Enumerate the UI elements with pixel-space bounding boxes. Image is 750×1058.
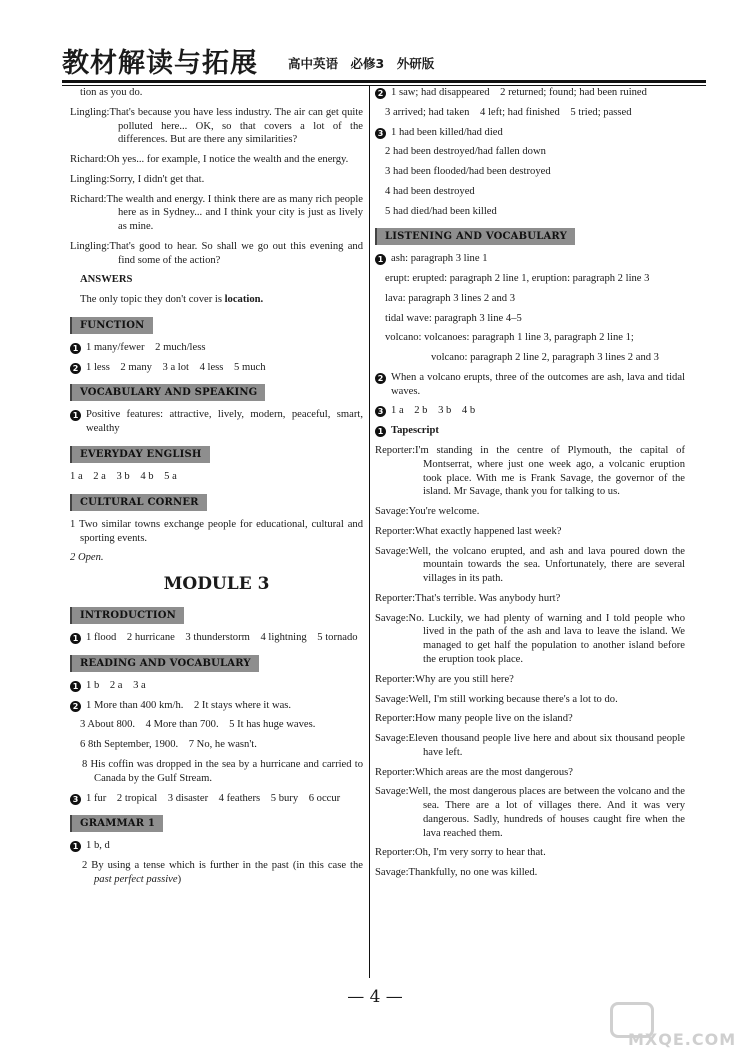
speaker: Reporter: [375,847,416,859]
answer-line: 1 1 flood 2 hurricane 3 thunderstorm 4 lightning 5 tornado [70,631,363,645]
number-badge: 2 [375,88,386,99]
answer-line: 1 1 many/fewer 2 much/less [70,341,363,355]
answer-line: 2 1 More than 400 km/h. 2 It stays where it was. [70,699,363,713]
answer-line: 6 8th September, 1900. 7 No, he wasn't. [80,739,257,751]
answer-line: erupt: erupted: paragraph 2 line 1, eruption: paragraph 2 line 3 [385,273,650,285]
section-heading-cultural: CULTURAL CORNER [70,494,207,511]
section-heading-introduction: INTRODUCTION [70,607,184,624]
number-badge: 1 [375,426,386,437]
right-column [375,86,685,886]
answer-line: 3 About 800. 4 More than 700. 5 It has huge waves. [80,719,316,731]
number-badge: 3 [375,128,386,139]
tapescript-line: Savage:Well, the volcano erupted, and ash and lava poured down the mountain towards the sea. Unfortunately, there are several villages in its path. [375,545,685,585]
answer-line: volcano: paragraph 2 line 2, paragraph 3 lines 2 and 3 [431,352,659,364]
dialogue-line: Lingling:That's good to hear. So shall we go out this evening and find some of the action? [70,240,363,266]
answer-line: 1 1 b 2 a 3 a [70,679,363,693]
answer-line: 1 ash: paragraph 3 line 1 [375,252,685,266]
book-title: 教材解读与拓展 [62,48,258,79]
watermark-text: MXQE.COM [628,1030,737,1049]
number-badge: 1 [70,841,81,852]
answer-line: 3 arrived; had taken 4 left; had finished 5 tried; passed [385,106,632,118]
book-subtitle: 高中英语 必修3 外研版 [288,56,435,71]
number-badge: 2 [70,701,81,712]
speaker: Savage: [375,733,409,745]
header-rule [62,80,706,83]
speaker: Savage: [375,545,409,557]
section-heading-reading: READING AND VOCABULARY [70,655,259,672]
tapescript-line: Savage:Well, the most dangerous places are between the volcano and the sea. There are a lot of villages there. And it was very dangerous. Sadly, hundreds of houses caught fire when the lava reached them. [375,786,685,839]
answer-line: 2 1 less 2 many 3 a lot 4 less 5 much [70,361,363,375]
tapescript-line: Reporter:That's terrible. Was anybody hurt? [375,592,561,604]
speaker: Lingling: [70,240,110,252]
tapescript-line: Savage:You're welcome. [375,506,480,518]
page-number: — 4 — [347,987,403,1007]
tapescript-line: Reporter:Which areas are the most dangerous? [375,766,573,778]
tapescript-line: Savage:Thankfully, no one was killed. [375,867,538,879]
speaker: Lingling: [70,173,110,185]
speaker: Reporter: [375,713,416,725]
number-badge: 2 [70,363,81,374]
module-title: MODULE 3 [163,574,270,595]
speaker: Savage: [375,786,409,798]
speaker: Richard: [70,154,107,166]
number-badge: 2 [375,373,386,384]
answer-line: 2 By using a tense which is further in the past (in this case the past perfect passive) [82,860,363,885]
number-badge: 1 [70,343,81,354]
tapescript-line: Reporter:I'm standing in the centre of Plymouth, the capital of Montserrat, where just one week ago, a volcanic eruption took place. With me is Frank Savage, the governor of the island. Mr Savage, thank you for talking to us. [375,445,685,498]
answer-line: 1 1 b, d [70,839,363,853]
speaker: Reporter: [375,445,416,457]
speaker: Reporter: [375,766,416,778]
answer-line: 4 had been destroyed [385,185,475,197]
column-divider [369,86,370,978]
answer-line: lava: paragraph 3 lines 2 and 3 [385,292,516,304]
speaker: Lingling: [70,106,110,118]
answers-heading: ANSWERS [80,274,133,286]
tapescript-heading: 1 Tapescript [375,424,685,438]
answer-line: 5 had died/had been killed [385,205,497,217]
tapescript-line: Reporter:Why are you still here? [375,673,514,685]
speaker: Reporter: [375,525,416,537]
answer-line: 2 had been destroyed/had fallen down [385,146,546,158]
number-badge: 1 [70,633,81,644]
answer-line: 1 a 2 a 3 b 4 b 5 a [70,471,177,483]
tapescript-line: Savage:No. Luckily, we had plenty of warning and I told people who lived in the path of the ash and lava to leave the island. We managed to get half the population to another island before the eruption took place. [375,612,685,665]
number-badge: 1 [375,254,386,265]
answer-line: 1 Positive features: attractive, lively, modern, peaceful, smart, wealthy [70,408,363,436]
speaker: Richard: [70,193,107,205]
answer-line: 8 His coffin was dropped in the sea by a hurricane and carried to Canada by the Gulf Stream. [82,759,363,784]
tapescript-line: Savage:Eleven thousand people live here and about six thousand people have left. [375,733,685,758]
answer-line: 3 1 had been killed/had died [375,126,685,140]
speaker: Savage: [375,867,409,879]
speaker: Savage: [375,506,409,518]
answer-line: 3 1 fur 2 tropical 3 disaster 4 feathers 5 bury 6 occur [70,792,363,806]
number-badge: 1 [70,410,81,421]
dialogue-line: Lingling:Sorry, I didn't get that. [70,173,205,185]
number-badge: 1 [70,681,81,692]
dialogue-line: Richard:Oh yes... for example, I notice the wealth and the energy. [70,154,349,166]
tapescript-line: Reporter:How many people live on the island? [375,713,573,725]
section-heading-function: FUNCTION [70,317,153,334]
left-column [70,86,363,893]
answer-line: 2 When a volcano erupts, three of the outcomes are ash, lava and tidal waves. [375,371,685,399]
section-heading-vocabulary: VOCABULARY AND SPEAKING [70,384,265,401]
dialogue-line: tion as you do. [80,87,143,98]
answers-text: The only topic they don't cover is location. [80,294,264,306]
speaker: Savage: [375,612,409,624]
answer-line: 3 1 a 2 b 3 b 4 b [375,404,685,418]
dialogue-line: Lingling:That's because you have less industry. The air can get quite polluted here... OK, so that covers a lot of the differences. But are there any similarities? [70,106,363,146]
speaker: Savage: [375,693,409,705]
tapescript-line: Savage:Well, I'm still working because there's a lot to do. [375,693,618,705]
answer-line: 2 1 saw; had disappeared 2 returned; found; had been ruined [375,86,685,100]
number-badge: 3 [70,794,81,805]
number-badge: 3 [375,406,386,417]
answer-line: tidal wave: paragraph 3 line 4–5 [385,312,522,324]
answer-line: volcano: volcanoes: paragraph 1 line 3, paragraph 2 line 1; [385,332,634,344]
tapescript-line: Reporter:What exactly happened last week? [375,525,562,537]
answer-line: 2 Open. [70,552,104,564]
section-heading-grammar: GRAMMAR 1 [70,815,163,832]
section-heading-listening: LISTENING AND VOCABULARY [375,228,575,245]
page-header [62,44,702,84]
speaker: Reporter: [375,673,416,685]
answer-line: 3 had been flooded/had been destroyed [385,166,551,178]
answer-line: 1 Two similar towns exchange people for educational, cultural and sporting events. [70,518,363,544]
section-heading-everyday: EVERYDAY ENGLISH [70,446,210,463]
tapescript-line: Reporter:Oh, I'm very sorry to hear that. [375,847,546,859]
dialogue-line: Richard:The wealth and energy. I think there are as many rich people here as in Sydney... and I think your city is just as lively as mine. [70,193,363,233]
speaker: Reporter: [375,592,416,604]
